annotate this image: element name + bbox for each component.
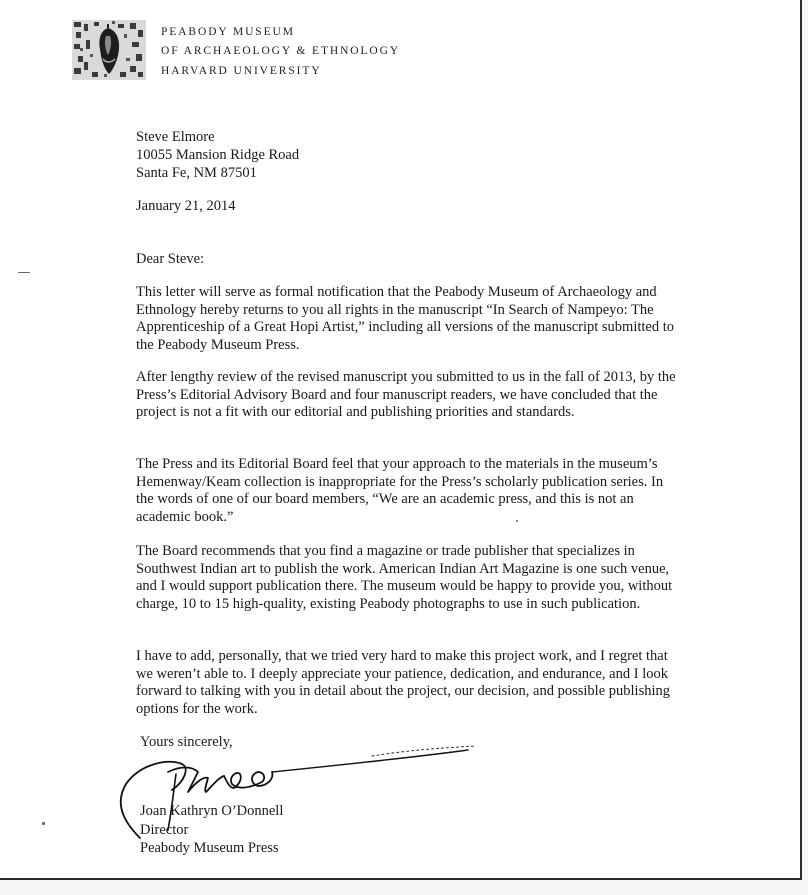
body-paragraph: The Board recommends that you find a magazine or trade publisher that specializes in Southwest Indian art to publish the work. American Indian Art Magazine is one such venue, and I would support publication there. The museum would be happy to provide you, without charge, 10 to 15 high-quality, existing Peabody photographs to use in such publication. xyxy=(136,543,673,612)
recipient-name: Steve Elmore xyxy=(136,129,215,145)
recipient-address xyxy=(136,128,299,182)
body-paragraph: This letter will serve as formal notification that the Peabody Museum of Archaeology and Ethnology hereby returns to you all rights in the manuscript “In Search of Nampeyo: The Apprenticeship of a Great Hopi Artist,” including all versions of the manuscript submitted to the Peabody Museum Press. xyxy=(136,284,675,353)
scan-speck xyxy=(516,520,518,522)
recipient-street: 10055 Mansion Ridge Road xyxy=(136,147,300,163)
scan-speck xyxy=(42,822,45,825)
page-edge-right xyxy=(800,0,802,878)
closing: Yours sincerely, xyxy=(140,734,233,750)
signer-title: Director xyxy=(140,821,189,838)
salutation: Dear Steve: xyxy=(136,251,205,267)
letterhead-line-1: PEABODY MUSEUM xyxy=(161,26,295,38)
letterhead-line-3: HARVARD UNIVERSITY xyxy=(161,65,322,77)
body-paragraph: After lengthy review of the revised manuscript you submitted to us in the fall of 2013, by the Press’s Editorial Advisory Board and four manuscript readers, we have concluded that the project is not a fit with our editorial and publishing priorities and standards. xyxy=(136,369,676,421)
signer-organization: Peabody Museum Press xyxy=(140,840,279,856)
signer-name: Joan Kathryn O’Donnell xyxy=(140,803,284,819)
body-paragraph: The Press and its Editorial Board feel that your approach to the materials in the museum’s Hemenway/Keam collection is inappropriate for the Press’s scholarly publication series. In the words of one of our board members, “We are an academic press, and this is not an academic book.” xyxy=(136,456,664,525)
letterhead-line-2: OF ARCHAEOLOGY & ETHNOLOGY xyxy=(161,45,401,57)
signature-block xyxy=(140,802,283,858)
museum-seal-logo xyxy=(70,18,148,82)
scan-speck xyxy=(18,272,30,273)
page-edge-bottom xyxy=(0,878,802,880)
recipient-city: Santa Fe, NM 87501 xyxy=(136,165,257,181)
body-paragraph: I have to add, personally, that we tried very hard to make this project work, and I regret that we weren’t able to. I deeply appreciate your patience, dedication, and endurance, and I look forward to talking with you in detail about the project, our decision, and possible publishing options for the work. xyxy=(136,648,670,717)
letter-date: January 21, 2014 xyxy=(136,198,236,214)
